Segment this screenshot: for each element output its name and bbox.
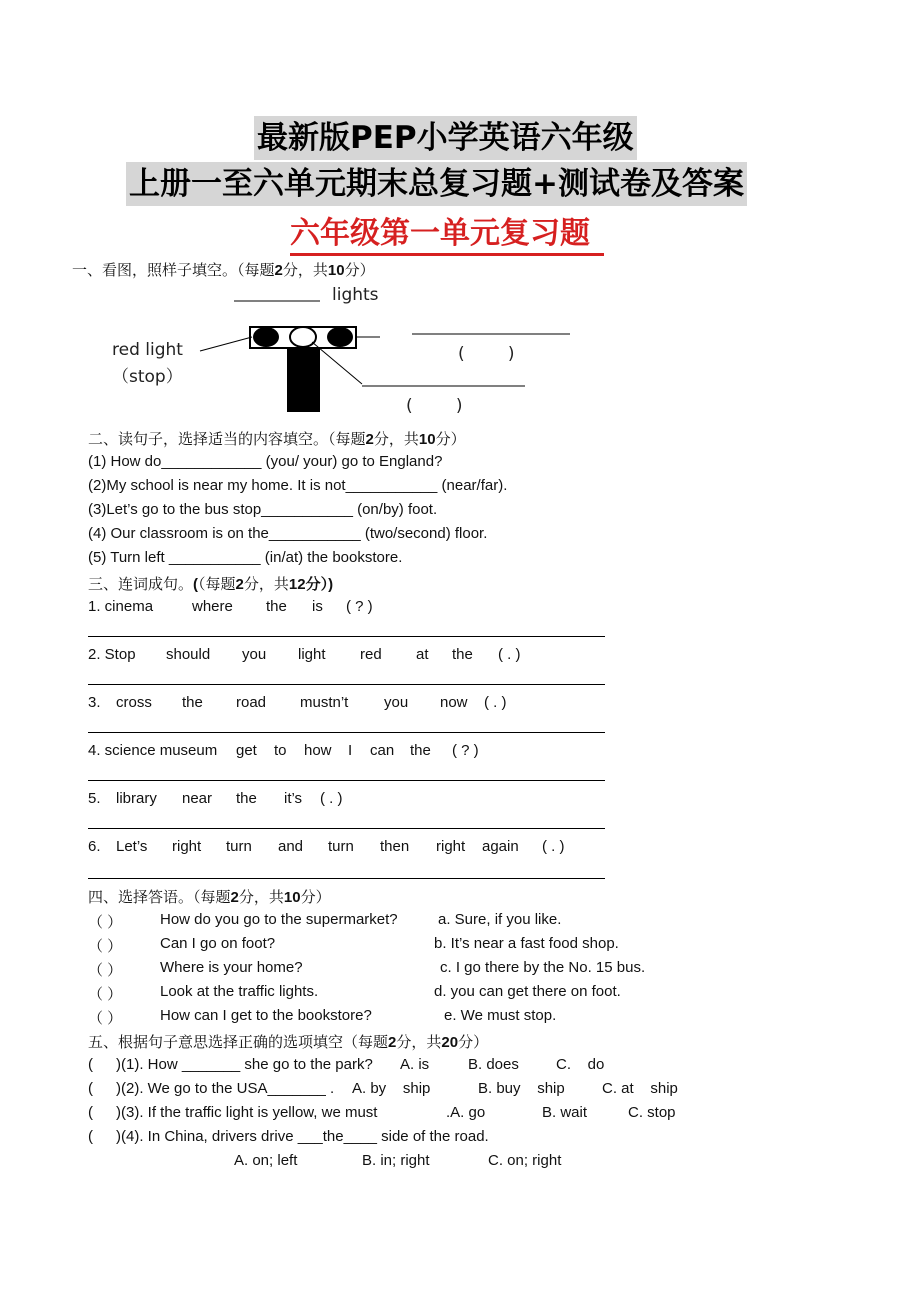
s3-item-3: 3. cross the road mustn’t you now ( . ) [88, 694, 507, 711]
section3-heading: 三、连词成句。(（每题2分，共12分）) [88, 575, 334, 593]
s4-answer-d: d. you can get there on foot. [434, 983, 621, 1000]
s4-answer-a: a. Sure, if you like. [438, 911, 562, 928]
title-line-2: 上册一至六单元期末总复习题+测试卷及答案 [126, 162, 747, 206]
s3-item-6: 6. Let’s right turn and turn then right again ( . ) [88, 838, 565, 855]
s4-question-4: Look at the traffic lights. [160, 983, 319, 1000]
s2-item-3: (3)Let’s go to the bus stop___________ (on/by) foot. [88, 501, 438, 518]
s4-paren-1: （ ） [88, 914, 123, 931]
answer-line-5 [88, 828, 605, 829]
green-light-dot [327, 327, 353, 347]
section4-heading: 四、选择答语。（每题2分，共10分） [88, 888, 331, 906]
s3-item-2: 2. Stop should you light red at the ( . ) [88, 646, 521, 663]
s5-q3-option-b: B. wait [542, 1104, 588, 1121]
s3-item-5: 5. library near the it’s ( . ) [88, 790, 343, 807]
light-pole [287, 348, 320, 412]
s5-q1-option-c: C. do [556, 1056, 605, 1073]
s2-item-2: (2)My school is near my home. It is not___________ (near/far). [88, 477, 508, 494]
s5-q3-option-c: C. stop [628, 1104, 676, 1121]
s5-paren-3: ( [88, 1104, 93, 1121]
answer-line-6 [88, 878, 605, 879]
s5-question-1: )(1). How _______ she go to the park? [116, 1056, 373, 1073]
fig-left-label-2: （stop） [112, 367, 183, 387]
traffic-light-figure [100, 280, 700, 440]
s3-item-4: 4. science museum get to how I can the ( ? ) [88, 742, 479, 759]
answer-line-4 [88, 780, 605, 781]
s5-question-4: )(4). In China, drivers drive ___the____ side of the road. [116, 1128, 489, 1145]
pointer-left [200, 337, 252, 351]
s3-item-1: 1. cinema where the is ( ? ) [88, 598, 373, 615]
title-line-1: 最新版PEP小学英语六年级 [254, 116, 637, 160]
s5-q4-option-a: A. on; left [234, 1152, 298, 1169]
s5-question-3: )(3). If the traffic light is yellow, we must [116, 1104, 378, 1121]
s4-question-3: Where is your home? [160, 959, 303, 976]
s2-item-1: (1) How do____________ (you/ your) go to England? [88, 453, 443, 470]
answer-line-1 [88, 636, 605, 637]
s4-answer-e: e. We must stop. [444, 1007, 557, 1024]
s4-question-5: How can I get to the bookstore? [160, 1007, 372, 1024]
fig-paren-2: ( ) [406, 396, 463, 416]
s5-q1-option-a: A. is [400, 1056, 430, 1073]
s5-q2-option-c: C. at ship [602, 1080, 678, 1097]
s4-answer-b: b. It’s near a fast food shop. [434, 935, 619, 952]
section1-heading: 一、看图，照样子填空。（每题2分，共10分） [72, 261, 375, 279]
section2-heading: 二、读句子，选择适当的内容填空。（每题2分，共10分） [88, 430, 466, 448]
red-light-dot [253, 327, 279, 347]
s4-paren-5: （ ） [88, 1010, 123, 1027]
title-line-3 [290, 214, 590, 254]
s5-paren-1: ( [88, 1056, 93, 1073]
s5-paren-2: ( [88, 1080, 93, 1097]
s5-q2-option-a: A. by ship [352, 1080, 431, 1097]
answer-line-3 [88, 732, 605, 733]
title-underline [290, 253, 604, 256]
s5-q1-option-b: B. does [468, 1056, 519, 1073]
section5-heading: 五、根据句子意思选择正确的选项填空（每题2分，共20分） [88, 1033, 489, 1051]
fig-paren-1: ( ) [458, 344, 515, 364]
unit-title: 六年级第一单元复习题 [290, 216, 590, 251]
s2-item-4: (4) Our classroom is on the___________ (two/second) floor. [88, 525, 488, 542]
s5-paren-4: ( [88, 1128, 93, 1145]
s4-question-2: Can I go on foot? [160, 935, 276, 952]
fig-left-label-1: red light [112, 340, 183, 360]
s4-paren-2: （ ） [88, 938, 123, 955]
s5-q4-option-c: C. on; right [488, 1152, 562, 1169]
s5-q4-option-b: B. in; right [362, 1152, 430, 1169]
s5-question-2: )(2). We go to the USA_______ . [116, 1080, 335, 1097]
s2-item-5: (5) Turn left ___________ (in/at) the bookstore. [88, 549, 403, 566]
s4-answer-c: c. I go there by the No. 15 bus. [440, 959, 646, 976]
s5-q3-option-a: .A. go [446, 1104, 486, 1121]
answer-line-2 [88, 684, 605, 685]
fig-top-word: lights [332, 285, 379, 305]
s4-question-1: How do you go to the supermarket? [160, 911, 398, 928]
s4-paren-4: （ ） [88, 986, 123, 1003]
yellow-light-dot [290, 327, 316, 347]
s4-paren-3: （ ） [88, 962, 123, 979]
s5-q2-option-b: B. buy ship [478, 1080, 565, 1097]
